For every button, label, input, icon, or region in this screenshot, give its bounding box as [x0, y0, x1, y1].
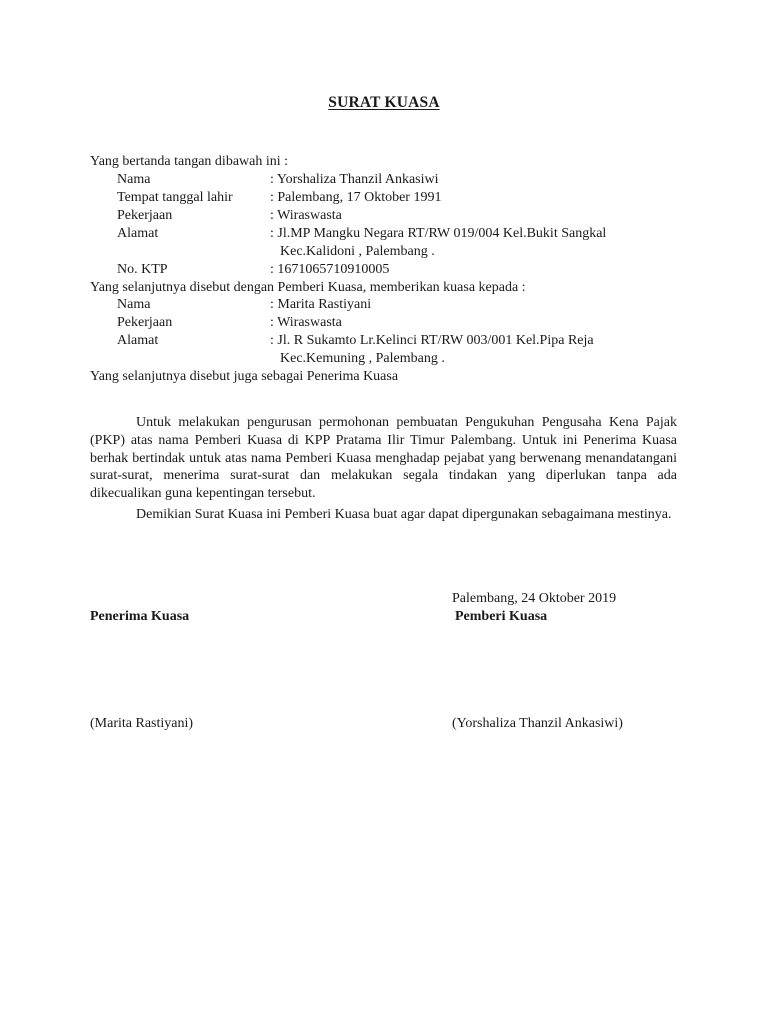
grantor-address-value: : Jl.MP Mangku Negara RT/RW 019/004 Kel.Bukit Sangkal [270, 226, 607, 241]
body-paragraph-1 [90, 414, 677, 503]
grantor-birth-value: : Palembang, 17 Oktober 1991 [270, 190, 442, 205]
grantor-address-label: Alamat [117, 226, 159, 241]
grantor-name-row [0, 171, 768, 189]
grantee-address-value: : Jl. R Sukamto Lr.Kelinci RT/RW 003/001 Kel.Pipa Reja [270, 333, 594, 348]
intro-text: Yang bertanda tangan dibawah ini : [90, 154, 289, 169]
grantee-address-continuation: Kec.Kemuning , Palembang . [280, 351, 445, 366]
title-text: SURAT KUASA [328, 94, 440, 111]
grantor-job-row [0, 207, 768, 225]
grantor-ktp-label: No. KTP [117, 262, 168, 277]
grantor-ktp-value: : 1671065710910005 [270, 262, 390, 277]
grantee-name-label: Nama [117, 297, 151, 312]
grantor-name-label: Nama [117, 172, 151, 187]
grantee-signature-name: (Marita Rastiyani) [90, 716, 194, 731]
document-title [0, 94, 768, 112]
body-paragraph-2 [90, 506, 677, 524]
grantor-birth-row [0, 189, 768, 207]
grantor-address-row [0, 225, 768, 243]
body-paragraph-2-text: Demikian Surat Kuasa ini Pemberi Kuasa buat agar dapat dipergunakan sebagaimana mestinya. [136, 507, 672, 522]
grantor-role-label: Pemberi Kuasa [455, 609, 548, 624]
grantee-name-row [0, 296, 768, 314]
grantee-address-cont-row [0, 350, 768, 368]
grantee-job-row [0, 314, 768, 332]
grantee-address-label: Alamat [117, 333, 159, 348]
grantee-job-value: : Wiraswasta [270, 315, 342, 330]
grantor-job-value: : Wiraswasta [270, 208, 342, 223]
grantor-signature-name: (Yorshaliza Thanzil Ankasiwi) [452, 716, 623, 731]
grantee-job-label: Pekerjaan [117, 315, 173, 330]
grantee-role-label: Penerima Kuasa [90, 609, 190, 624]
body-paragraph-1-text: Untuk melakukan pengurusan permohonan pembuatan Pengukuhan Pengusaha Kena Pajak (PKP) atas nama Pemberi Kuasa di KPP Pratama Ilir Timur Palembang. Untuk ini Penerima Kuasa berhak bertindak untuk atas nama Pemberi Kuasa menghadap pejabat yang berwenang menandatangani surat-surat, menerima surat-surat dan melakukan segala tindakan yang diperlukan tanpa ada dikecualikan guna kepentingan tersebut. [90, 415, 677, 502]
grantee-name-value: : Marita Rastiyani [270, 297, 372, 312]
grantor-address-continuation: Kec.Kalidoni , Palembang . [280, 244, 435, 259]
grantor-note: Yang selanjutnya disebut dengan Pemberi Kuasa, memberikan kuasa kepada : [90, 280, 526, 295]
grantor-birth-label: Tempat tanggal lahir [117, 190, 233, 205]
grantor-address-cont-row [0, 243, 768, 261]
grantor-job-label: Pekerjaan [117, 208, 173, 223]
grantee-note: Yang selanjutnya disebut juga sebagai Penerima Kuasa [90, 369, 399, 384]
grantor-name-value: : Yorshaliza Thanzil Ankasiwi [270, 172, 439, 187]
grantee-address-row [0, 332, 768, 350]
grantor-ktp-row [0, 261, 768, 279]
place-date: Palembang, 24 Oktober 2019 [452, 591, 617, 606]
